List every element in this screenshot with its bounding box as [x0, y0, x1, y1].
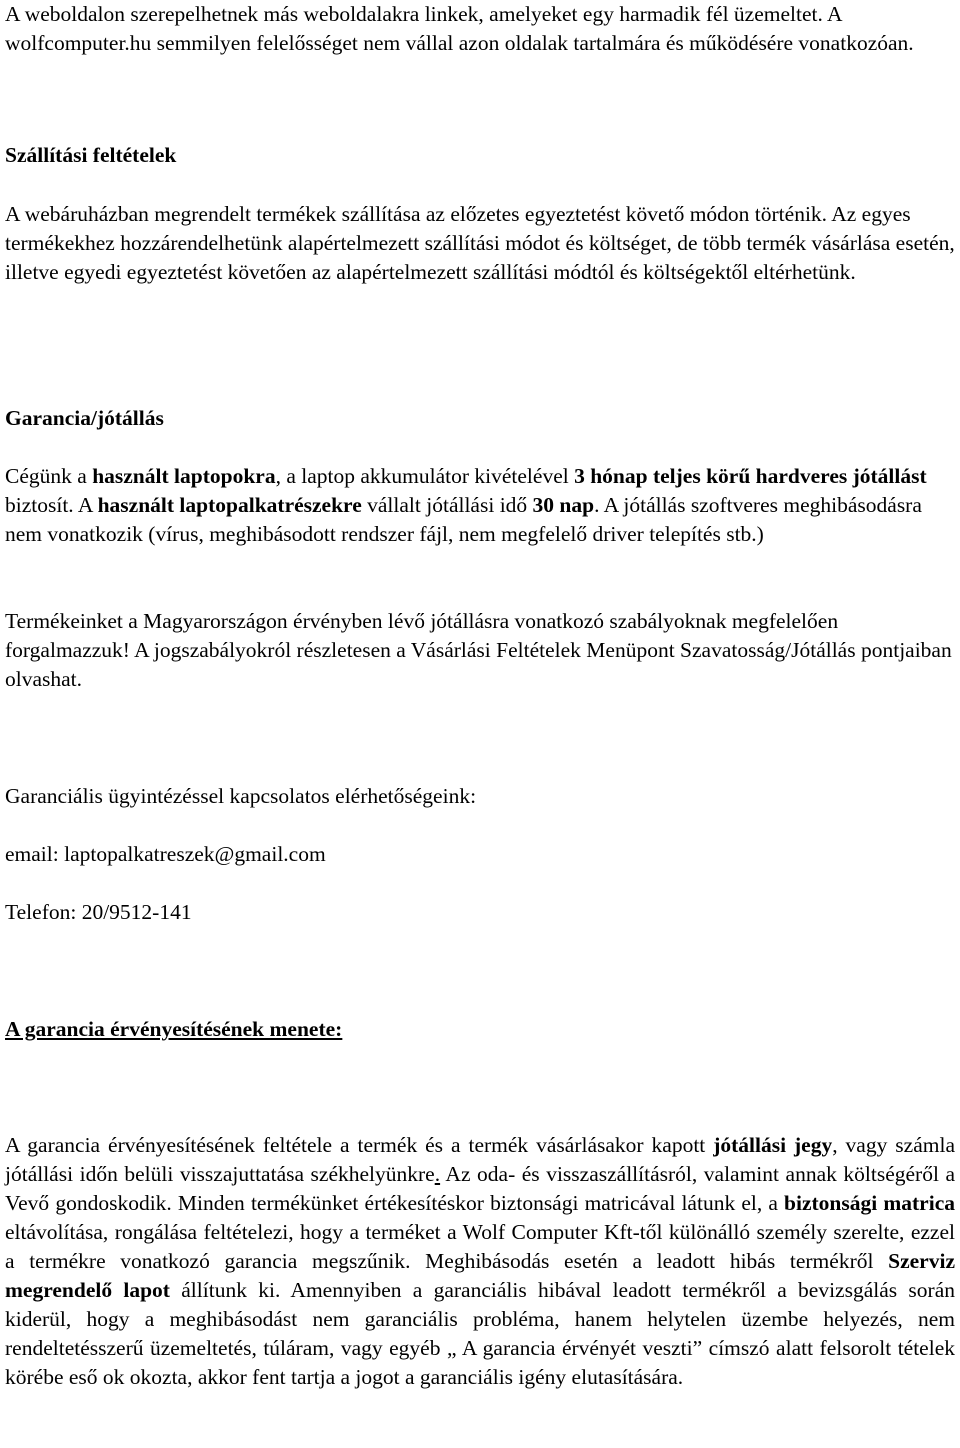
security-sticker-emphasis: biztonsági matrica	[784, 1191, 955, 1215]
parts-warranty-days-emphasis: 30 nap	[532, 493, 595, 517]
contact-phone-line	[5, 898, 955, 927]
claim-text-segment: Az oda- és visszaszállításról, valamint annak költségéről a Vevő gondoskodik. Minden termékünket értékesítéskor biztonsági matricával látunk el, a	[5, 1162, 955, 1215]
phone-number: 20/9512-141	[81, 900, 192, 924]
claim-text-segment: eltávolítása, rongálása feltételezi, hogy a terméket a Wolf Computer Kft-től különálló személy szerelte, ezzel a termékre vonatkozó garancia megszűnik. Meghibásodás esetén a leadott hibás termékről	[5, 1220, 955, 1273]
used-parts-emphasis: használt laptopalkatrészekre	[97, 493, 362, 517]
claim-text-segment: A garancia érvényesítésének feltétele a termék és a termék vásárlásakor kapott	[5, 1133, 714, 1157]
intro-paragraph: A weboldalon szerepelhetnek más weboldalakra linkek, amelyeket egy harmadik fél üzemeltet. A wolfcomputer.hu semmilyen felelősséget nem vállal azon oldalak tartalmára és működésére vonatkozóan.	[5, 2, 914, 55]
warranty-text-segment: biztosít. A	[5, 493, 98, 517]
warranty-text-segment: Cégünk a	[5, 464, 93, 488]
shipping-heading: Szállítási feltételek	[5, 143, 177, 167]
warranty-heading: Garancia/jótállás	[5, 406, 164, 430]
claim-text-segment: , vagy számla jótállási időn belüli visszajuttatása székhelyünkre	[5, 1133, 955, 1186]
underlined-period: .	[434, 1162, 441, 1186]
phone-label: Telefon:	[5, 900, 82, 924]
warranty-text-segment: , a laptop akkumulátor kivételével	[275, 464, 575, 488]
warranty-paragraph-1	[5, 462, 955, 549]
claim-text-segment: állítunk ki. Amennyiben a garanciális hibával leadott termékről a bevizsgálás során kiderül, hogy a meghibásodást nem garanciális probléma, hanem helytelen üzembe helyezés, nem rendeltetésszerű üzemeltetés, túláram, vagy egyéb „ A garancia érvényét veszti” címszó alatt felsorolt tételek körébe eső ok okozta, akkor fent tartja a jogot a garanciális igény elutasítására.	[5, 1278, 955, 1389]
warranty-paragraph-2: Termékeinket a Magyarországon érvényben lévő jótállásra vonatkozó szabályoknak megfelelően forgalmazzuk! A jogszabályokról részletesen a Vásárlási Feltételek Menüpont Szavatosság/Jótállás pontjaiban olvashat.	[5, 609, 952, 691]
contact-email-line	[5, 840, 955, 869]
warranty-period-emphasis: 3 hónap teljes körű hardveres jótállást	[574, 464, 927, 488]
claim-heading: A garancia érvényesítésének menete:	[5, 1017, 343, 1041]
shipping-paragraph: A webáruházban megrendelt termékek szállítása az előzetes egyeztetést követő módon történik. Az egyes termékekhez hozzárendelhetünk alapértelmezett szállítási módot és költséget, de több termék vásárlása esetén, illetve egyedi egyeztetést követően az alapértelmezett szállítási módtól és költségektől eltérhetünk.	[5, 202, 955, 284]
warranty-card-emphasis: jótállási jegy	[713, 1133, 833, 1157]
email-label: email:	[5, 842, 65, 866]
service-order-form-emphasis: Szerviz megrendelő lapot	[5, 1249, 955, 1302]
email-address[interactable]: laptopalkatreszek@gmail.com	[64, 842, 326, 866]
used-laptops-emphasis: használt laptopokra	[92, 464, 276, 488]
warranty-text-segment: vállalt jótállási idő	[361, 493, 533, 517]
claim-paragraph	[5, 1131, 955, 1392]
contact-heading: Garanciális ügyintézéssel kapcsolatos elérhetőségeink:	[5, 784, 477, 808]
warranty-text-segment: . A jótállás szoftveres meghibásodásra nem vonatkozik (vírus, meghibásodott rendszer fájl, nem megfelelő driver telepítés stb.)	[5, 493, 922, 546]
